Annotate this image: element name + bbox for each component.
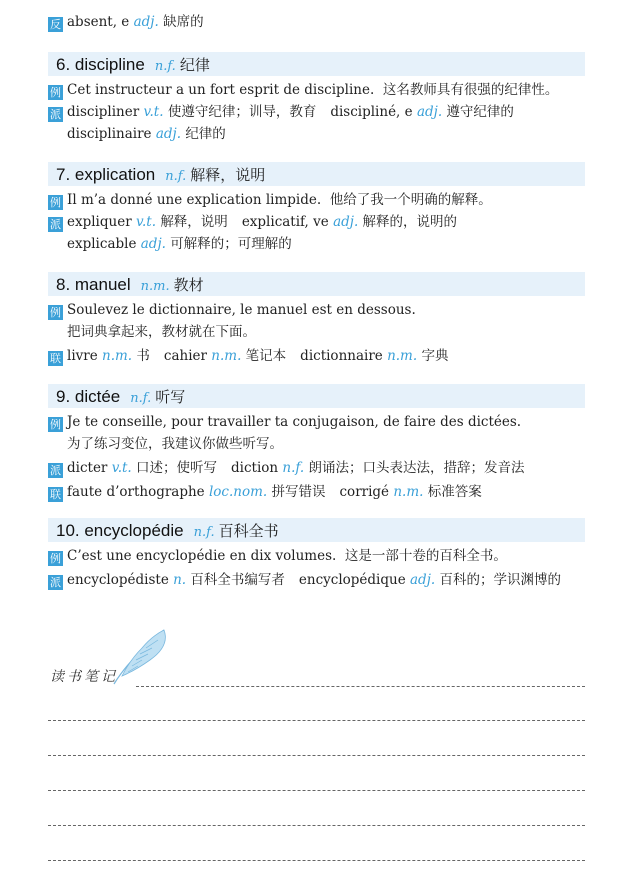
- example-fr: Il m’a donné une explication limpide.: [67, 192, 322, 208]
- meaning: 百科全书编写者: [190, 572, 285, 588]
- word: dictionnaire: [300, 348, 383, 364]
- headword-meaning: 教材: [173, 277, 204, 294]
- word: dicter: [67, 460, 108, 476]
- entry-heading: [48, 384, 585, 408]
- headword: 10. encyclopédie: [56, 521, 184, 540]
- example-tag: 例: [50, 418, 61, 431]
- meaning: 字典: [421, 348, 449, 364]
- example-zh: 这名教师具有很强的纪律性。: [382, 82, 559, 98]
- headword-pos: n.m.: [140, 279, 170, 294]
- headword-meaning: 解释，说明: [190, 167, 266, 184]
- example-line: [48, 300, 589, 320]
- pos: adj.: [155, 126, 182, 142]
- derivative-line: [48, 570, 589, 590]
- pos: v.t.: [111, 460, 132, 476]
- meaning: 笔记本: [245, 348, 287, 364]
- meaning: 书: [136, 348, 150, 364]
- headword-meaning: 纪律: [179, 57, 210, 74]
- pos: v.t.: [143, 104, 164, 120]
- pos: v.t.: [135, 214, 157, 230]
- pos: adj.: [140, 236, 166, 252]
- example-line: [48, 546, 589, 566]
- meaning: 可解释的；可理解的: [170, 236, 292, 252]
- note-line[interactable]: [48, 755, 585, 756]
- note-line[interactable]: [48, 720, 585, 721]
- derivative-tag: 派: [50, 108, 61, 121]
- related-line: [48, 482, 589, 502]
- entry-heading: [48, 52, 585, 76]
- word: livre: [67, 348, 98, 364]
- example-fr: C’est une encyclopédie en dix volumes.: [67, 548, 337, 564]
- headword-meaning: 听写: [155, 389, 186, 406]
- headword-pos: n.f.: [165, 169, 187, 184]
- note-line[interactable]: [48, 790, 585, 791]
- meaning: 解释，说明: [160, 214, 228, 230]
- headword: 8. manuel: [56, 275, 131, 294]
- meaning: 解释的，说明的: [362, 214, 458, 230]
- note-line[interactable]: [48, 860, 585, 861]
- word: explicable: [67, 236, 137, 252]
- word: disciplinaire: [67, 126, 152, 142]
- derivative-line: [48, 212, 589, 232]
- word: encyclopédiste: [67, 572, 169, 588]
- meaning: 朗诵法；口头表达法，措辞；发音法: [308, 460, 525, 476]
- example-tag: 例: [50, 86, 61, 99]
- feather-icon: [108, 626, 174, 688]
- example-zh: 为了练习变位，我建议你做些听写。: [67, 436, 283, 452]
- word: diction: [231, 460, 279, 476]
- word: absent, e: [67, 14, 130, 30]
- meaning: 标准答案: [427, 484, 482, 500]
- example-tag: 例: [50, 196, 61, 209]
- pos: n.m.: [211, 348, 242, 364]
- note-line[interactable]: [136, 686, 585, 687]
- example-line: [48, 80, 589, 100]
- word: expliquer: [67, 214, 132, 230]
- pos: adj.: [416, 104, 443, 120]
- meaning: 拼写错误: [271, 484, 326, 500]
- pos: n.m.: [393, 484, 424, 500]
- derivative-line: [48, 458, 589, 478]
- example-zh: 把词典拿起来，教材就在下面。: [67, 324, 256, 340]
- meaning: 百科的；学识渊博的: [439, 572, 561, 588]
- pos: n.f.: [282, 460, 305, 476]
- headword: 7. explication: [56, 165, 156, 184]
- word: explicatif, ve: [241, 214, 329, 230]
- example-tag: 例: [50, 552, 61, 565]
- example-fr: Je te conseille, pour travailler ta conjugaison, de faire des dictées.: [67, 414, 522, 430]
- meaning: 纪律的: [185, 126, 226, 142]
- antonym-tag: 反: [50, 18, 61, 31]
- derivative-line-cont: [67, 234, 589, 254]
- example-fr: Soulevez le dictionnaire, le manuel est en dessous.: [67, 302, 416, 318]
- entry-heading: [48, 518, 585, 542]
- derivative-tag: 派: [50, 576, 61, 589]
- meaning: 遵守纪律的: [446, 104, 514, 120]
- pos: n.m.: [387, 348, 418, 364]
- word: discipliné, e: [330, 104, 413, 120]
- meaning: 缺席的: [163, 14, 204, 30]
- example-line: [48, 190, 589, 210]
- headword-pos: n.f.: [130, 391, 152, 406]
- headword-pos: n.f.: [154, 59, 176, 74]
- example-line: [48, 412, 589, 432]
- entry-heading: [48, 272, 585, 296]
- pos: adj.: [333, 214, 359, 230]
- headword: 6. discipline: [56, 55, 145, 74]
- example-zh-line: [67, 434, 589, 454]
- related-tag: 联: [50, 352, 61, 365]
- pos: n.: [173, 572, 187, 588]
- antonym-line: [48, 12, 589, 32]
- headword-meaning: 百科全书: [218, 523, 279, 540]
- related-line: [48, 346, 589, 366]
- word: encyclopédique: [298, 572, 406, 588]
- word: faute d’orthographe: [67, 484, 205, 500]
- pos: adj.: [410, 572, 436, 588]
- derivative-line: [48, 102, 589, 122]
- derivative-tag: 派: [50, 218, 61, 231]
- example-fr: Cet instructeur a un fort esprit de discipline.: [67, 82, 375, 98]
- derivative-tag: 派: [50, 464, 61, 477]
- example-zh: 这是一部十卷的百科全书。: [344, 548, 507, 564]
- derivative-line-cont: [67, 124, 589, 144]
- example-tag: 例: [50, 306, 61, 319]
- entry-heading: [48, 162, 585, 186]
- headword-pos: n.f.: [193, 525, 215, 540]
- meaning: 使遵守纪律；训导，教育: [167, 104, 317, 120]
- example-zh-line: [67, 322, 589, 342]
- word: cahier: [163, 348, 207, 364]
- notes-title: 读书笔记: [50, 669, 118, 685]
- related-tag: 联: [50, 488, 61, 501]
- example-zh: 他给了我一个明确的解释。: [329, 192, 492, 208]
- word: corrigé: [339, 484, 390, 500]
- note-line[interactable]: [48, 825, 585, 826]
- word: discipliner: [67, 104, 140, 120]
- pos: loc.nom.: [208, 484, 268, 500]
- pos: adj.: [133, 14, 159, 30]
- pos: n.m.: [102, 348, 133, 364]
- meaning: 口述；使听写: [136, 460, 218, 476]
- headword: 9. dictée: [56, 387, 121, 406]
